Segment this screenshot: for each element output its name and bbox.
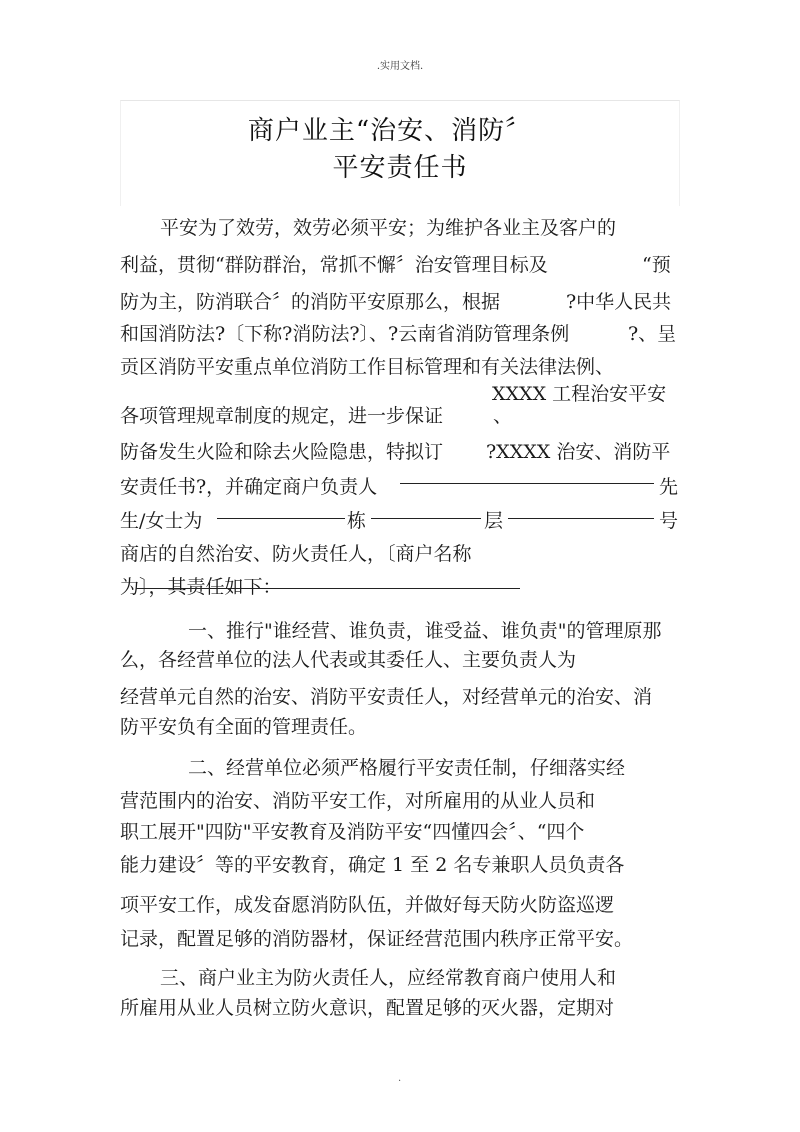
- blank-underline: [371, 518, 481, 519]
- document-title: 商户业主“治安、消防〞: [247, 116, 533, 146]
- body-line-fragment: 层: [484, 510, 504, 532]
- body-line: 平安为了效劳，效劳必须平安；为维护各业主及客户的: [160, 217, 617, 239]
- body-line: 和国消防法?〔下称?消防法?〕、?云南省消防管理条例: [120, 323, 570, 345]
- clause-3-line: 所雇用从业人员树立防火意识，配置足够的灭火器，定期对: [120, 997, 615, 1019]
- body-line-fragment: XXXX 工程治安平安: [492, 383, 667, 405]
- body-line: 利益，贯彻“群防群治，常抓不懈〞治安管理目标及: [120, 254, 548, 276]
- clause-1-line: 防平安负有全面的管理责任。: [120, 716, 368, 738]
- clause-1-line: 经营单元自然的治安、消防平安责任人，对经营单元的治安、消: [120, 686, 653, 708]
- blank-underline: [508, 518, 654, 519]
- body-line: 安责任书?，并确定商户负责人: [120, 476, 378, 498]
- page-header: .实用文档.: [376, 61, 424, 72]
- body-line-fragment: 先: [659, 476, 679, 498]
- clause-2-line: 营范围内的治安、消防平安工作，对所雇用的从业人员和: [120, 790, 596, 812]
- body-line-fragment: “预: [642, 254, 671, 276]
- body-line: 各项管理规章制度的规定，进一步保证: [120, 405, 444, 427]
- blank-underline: [400, 483, 654, 484]
- clause-1-line: 一、推行"谁经营、谁负责，谁受益、谁负责"的管理原那: [188, 620, 662, 642]
- clause-2-line: 二、经营单位必须严格履行平安责任制，仔细落实经: [188, 757, 626, 779]
- body-line: 贡区消防平安重点单位消防工作目标管理和有关法律法例、: [120, 356, 615, 378]
- clause-2-line: 能力建设〞等的平安教育，确定 1 至 2 名专兼职人员负责各: [120, 854, 625, 876]
- blank-underline: [136, 588, 520, 589]
- body-line-fragment: 栋: [347, 510, 367, 532]
- body-line: 为〕，其责任如下：: [120, 576, 282, 598]
- body-line-fragment: ?、呈: [628, 323, 677, 345]
- clause-3-line: 三、商户业主为防火责任人，应经常教育商户使用人和: [160, 967, 617, 989]
- clause-2-line: 职工展开"四防"平安教育及消防平安“四懂四会〞、“四个: [120, 821, 585, 843]
- clause-2-line: 记录，配置足够的消防器材，保证经营范围内秩序正常平安。: [120, 928, 634, 950]
- clause-2-line: 项平安工作，成发奋愿消防队伍，并做好每天防火防盗巡逻: [120, 894, 615, 916]
- page-footer-mark: .: [398, 1073, 402, 1084]
- body-line-fragment: 号: [659, 510, 679, 532]
- body-line-fragment: ?中华人民共: [566, 291, 672, 313]
- body-line: 防为主，防消联合〞的消防平安原那么，根据: [120, 291, 501, 313]
- body-line-fragment: 、: [493, 405, 513, 427]
- body-line: 商店的自然治安、防火责任人，〔商户名称: [120, 543, 472, 565]
- body-line: 生/女士为: [120, 510, 203, 532]
- document-subtitle: 平安责任书: [332, 153, 468, 183]
- body-line-fragment: ?XXXX 治安、消防平: [486, 441, 671, 463]
- clause-1-line: 么，各经营单位的法人代表或其委任人、主要负责人为: [120, 649, 577, 671]
- body-line: 防备发生火险和除去火险隐患，特拟订: [120, 441, 444, 463]
- blank-underline: [217, 518, 345, 519]
